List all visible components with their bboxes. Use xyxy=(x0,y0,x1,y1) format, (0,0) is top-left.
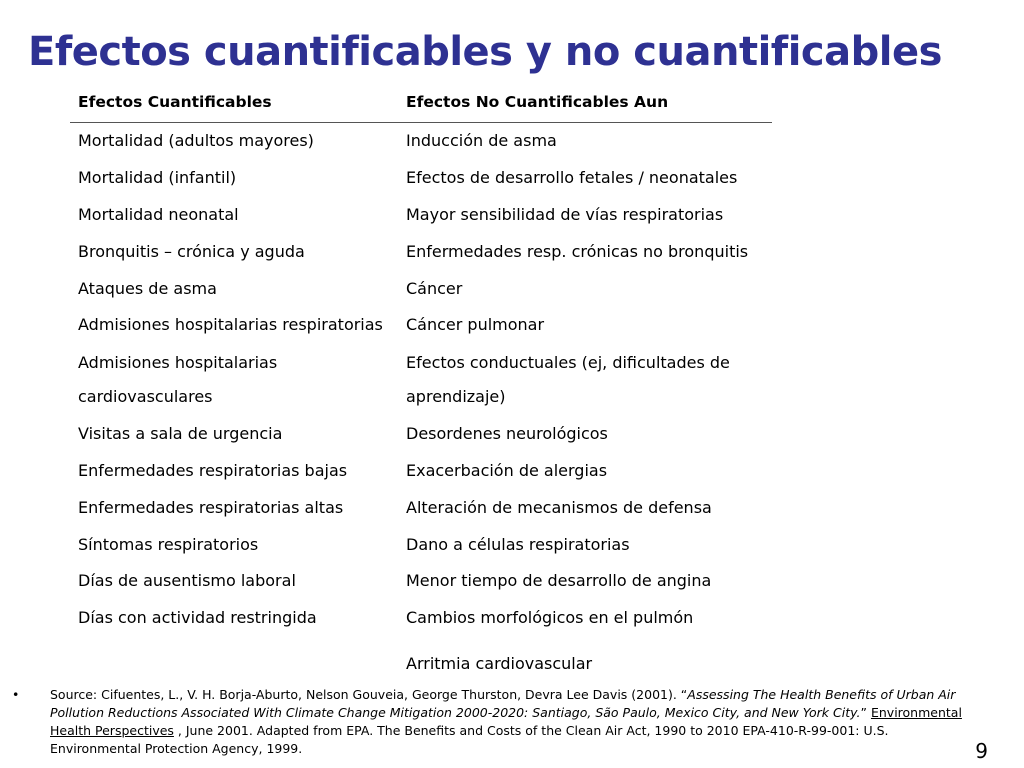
page-number: 9 xyxy=(975,739,988,763)
citation-prefix: Source: Cifuentes, L., V. H. Borja-Aburto, Nelson Gouveia, George Thurston, Devra Lee Davis (2001). “ xyxy=(50,687,688,702)
table-row xyxy=(70,307,772,344)
quantifiable-effect-cell: Ataques de asma xyxy=(78,278,217,298)
non-quantifiable-effect-cell: Desordenes neurológicos xyxy=(406,424,608,444)
quantifiable-effect-cell: Enfermedades respiratorias altas xyxy=(78,497,344,517)
non-quantifiable-effect-cell: Efectos conductuales (ej, dificultades de aprendizaje) xyxy=(406,352,730,406)
quantifiable-effect-cell: Días de ausentismo laboral xyxy=(78,571,296,591)
non-quantifiable-effect-cell: Exacerbación de alergias xyxy=(406,460,608,480)
table-row xyxy=(70,637,772,681)
table-row xyxy=(70,600,772,637)
column-header-quantifiable: Efectos Cuantificables xyxy=(78,93,272,111)
table-row xyxy=(70,344,772,416)
source-citation xyxy=(10,686,970,758)
non-quantifiable-effect-cell: Alteración de mecanismos de defensa xyxy=(406,497,712,517)
non-quantifiable-effect-cell: Cambios morfológicos en el pulmón xyxy=(406,608,694,628)
citation-title: Assessing The Health Benefits of Urban Air Pollution Reductions Associated With Climate Change Mitigation 2000-2020: Santiago, São Paulo, Mexico City, and New York City. xyxy=(50,687,956,720)
quantifiable-effect-cell: Síntomas respiratorios xyxy=(78,534,259,554)
journal-link[interactable]: Environmental Health Perspectives xyxy=(50,705,962,738)
quantifiable-effect-cell: Admisiones hospitalarias respiratorias xyxy=(78,315,383,335)
table-header-row xyxy=(70,82,772,123)
quantifiable-effect-cell: Mortalidad (adultos mayores) xyxy=(78,131,314,151)
table-row xyxy=(70,453,772,490)
column-header-non-quantifiable: Efectos No Cuantificables Aun xyxy=(406,93,669,111)
table-row xyxy=(70,489,772,526)
table-row xyxy=(70,270,772,307)
citation-quote-close: ” xyxy=(860,705,871,720)
quantifiable-effect-cell: Visitas a sala de urgencia xyxy=(78,424,283,444)
table-row xyxy=(70,160,772,197)
non-quantifiable-effect-cell: Mayor sensibilidad de vías respiratorias xyxy=(406,204,724,224)
non-quantifiable-effect-cell: Arritmia cardiovascular xyxy=(406,653,593,673)
quantifiable-effect-cell: Admisiones hospitalarias cardiovasculares xyxy=(78,352,278,406)
citation-suffix: , June 2001. Adapted from EPA. The Benefits and Costs of the Clean Air Act, 1990 to 2010 EPA-410-R-99-001: U.S. Environmental Protection Agency, 1999. xyxy=(50,723,889,756)
effects-table xyxy=(70,82,772,681)
table-row xyxy=(70,526,772,563)
bullet: • xyxy=(12,687,20,702)
quantifiable-effect-cell: Bronquitis – crónica y aguda xyxy=(78,241,305,261)
table-row xyxy=(70,233,772,270)
table-row xyxy=(70,123,772,160)
non-quantifiable-effect-cell: Efectos de desarrollo fetales / neonatales xyxy=(406,168,738,188)
citation-text xyxy=(50,686,970,758)
table-row xyxy=(70,563,772,600)
quantifiable-effect-cell: Mortalidad (infantil) xyxy=(78,168,237,188)
page-title: Efectos cuantificables y no cuantificables xyxy=(28,29,942,75)
non-quantifiable-effect-cell: Cáncer pulmonar xyxy=(406,315,545,335)
non-quantifiable-effect-cell: Menor tiempo de desarrollo de angina xyxy=(406,571,712,591)
quantifiable-effect-cell: Mortalidad neonatal xyxy=(78,204,239,224)
quantifiable-effect-cell: Enfermedades respiratorias bajas xyxy=(78,460,348,480)
table-row xyxy=(70,416,772,453)
non-quantifiable-effect-cell: Enfermedades resp. crónicas no bronquitis xyxy=(406,241,749,261)
table-body xyxy=(70,123,772,681)
quantifiable-effect-cell: Días con actividad restringida xyxy=(78,608,317,628)
non-quantifiable-effect-cell: Dano a células respiratorias xyxy=(406,534,630,554)
non-quantifiable-effect-cell: Inducción de asma xyxy=(406,131,557,151)
table-row xyxy=(70,197,772,234)
non-quantifiable-effect-cell: Cáncer xyxy=(406,278,463,298)
